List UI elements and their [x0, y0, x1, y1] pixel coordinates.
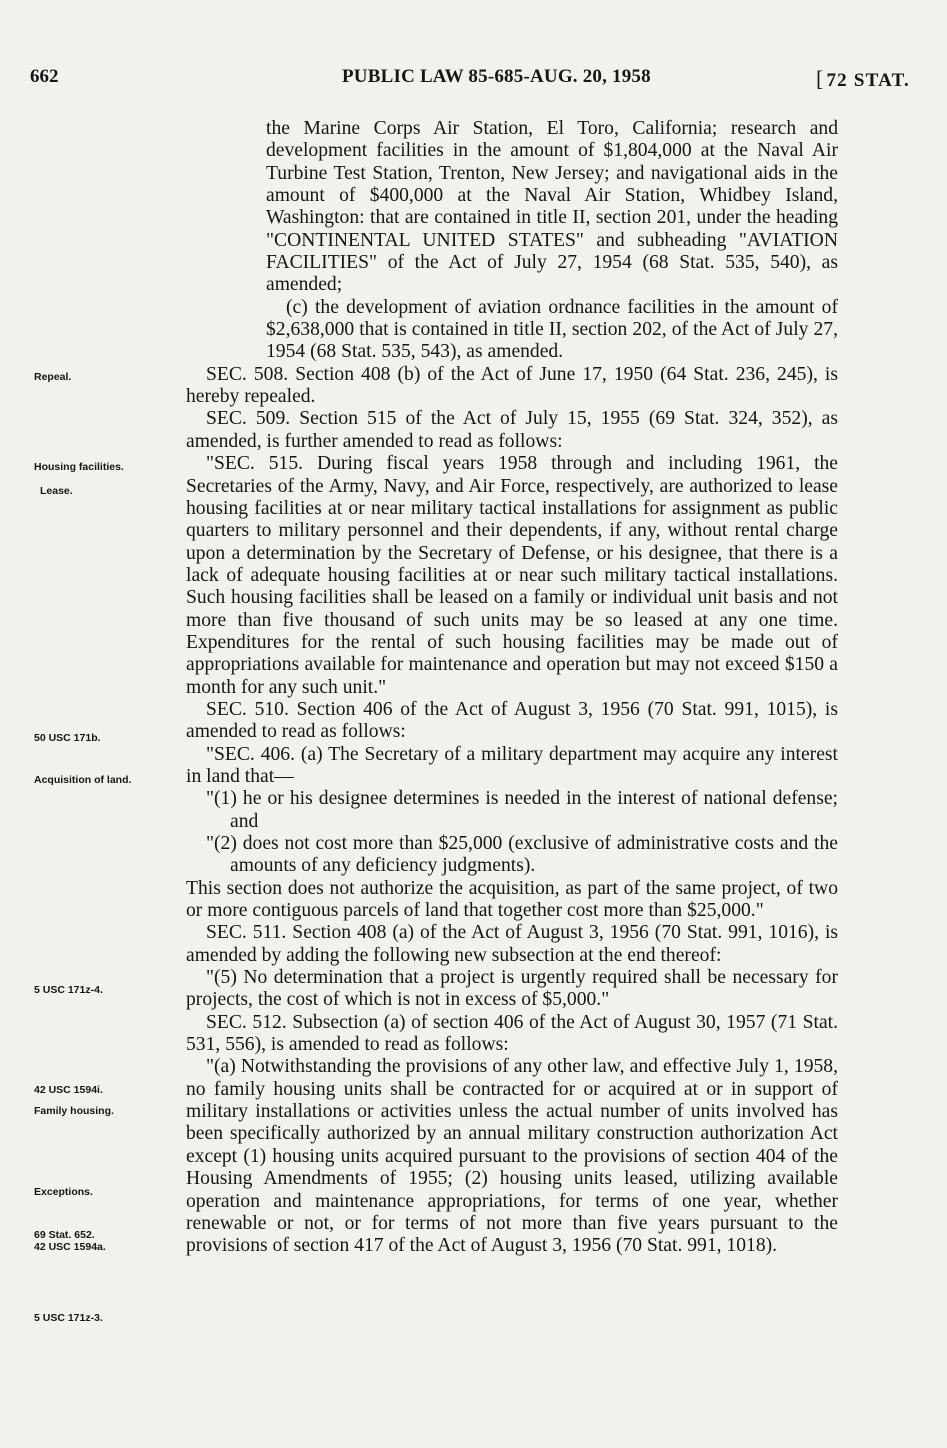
margin-note-42usc1594i: 42 USC 1594i.: [34, 1084, 103, 1096]
volume-citation: [816, 66, 910, 92]
section-label: SEC. 512.: [206, 1011, 287, 1033]
section-text: (a) The Secretary of a military department may acquire any interest in land that—: [186, 743, 838, 787]
section-508: [186, 364, 838, 409]
section-510: [186, 699, 838, 744]
margin-note-lease: Lease.: [40, 485, 73, 497]
section-text: During fiscal years 1958 through and including 1961, the Secretaries of the Army, Navy, and Air Force, respectively, are authorized to lease housing facilities at or near military tactical installations for assignment as public quarters to military personnel and their dependents, if any, without rental charge upon a determination by the Secretary of Defense, or his designee, that there is a lack of adequate housing facilities at or near such military tactical installations. Such housing facilities shall be leased on a family or individual unit basis and not more than five thousand of such units may be so leased at any one time. Expenditures for the rental of such housing facilities may be made out of appropriations available for maintenance and operation but may not exceed $150 a month for any such unit.": [186, 453, 839, 698]
section-text: Section 515 of the Act of July 15, 1955 (69 Stat. 324, 352), as amended, is further amended to read as follows:: [186, 408, 838, 452]
section-label: SEC. 511.: [206, 922, 287, 944]
item-5: "(5) No determination that a project is urgently required shall be necessary for projects, the cost of which is not in excess of $5,000.": [186, 967, 838, 1011]
section-text: Subsection (a) of section 406 of the Act of August 30, 1957 (71 Stat. 531, 556), is amended to read as follows:: [186, 1011, 838, 1056]
margin-note-42usc1594a: 42 USC 1594a.: [34, 1241, 106, 1253]
margin-note-housing: Housing facilities.: [34, 461, 124, 473]
bracket-glyph: [: [815, 66, 825, 91]
section-text: Section 408 (b) of the Act of June 17, 1950 (64 Stat. 236, 245), is hereby repealed.: [186, 363, 838, 408]
margin-note-69stat652: 69 Stat. 652.: [34, 1229, 95, 1241]
section-text: Section 406 of the Act of August 3, 1956 (70 Stat. 991, 1015), is amended to read as follows:: [186, 698, 838, 743]
page-number: 662: [30, 66, 59, 87]
section-label: SEC. 508.: [206, 363, 289, 385]
running-title: PUBLIC LAW 85-685-AUG. 20, 1958: [342, 66, 651, 87]
item-2: "(2) does not cost more than $25,000 (exclusive of administrative costs and the amounts of any deficiency judgments).: [206, 833, 838, 877]
section-515: [186, 453, 838, 699]
page-header: [30, 66, 910, 96]
margin-note-50usc171b: 50 USC 171b.: [34, 732, 101, 744]
paragraph-this-section: This section does not authorize the acquisition, as part of the same project, of two or more contiguous parcels of land that together cost more than $25,000.": [186, 877, 838, 922]
section-511: [186, 922, 838, 967]
section-label: "SEC. 406.: [206, 743, 295, 765]
section-509: [186, 408, 838, 453]
section-406: [186, 744, 838, 789]
paragraph-marine-corps: the Marine Corps Air Station, El Toro, California; research and development facilities in the amount of $1,804,000 at the Naval Air Turbine Test Station, Trenton, New Jersey; and navigational aids in the amount of $400,000 at the Naval Air Station, Whidbey Island, Washington: that are contained in title II, section 201, under the heading "CONTINENTAL UNITED STATES" and subheading "AVIATION FACILITIES" of the Act of July 27, 1954 (68 Stat. 535, 540), as amended;: [266, 118, 838, 296]
section-label: SEC. 510.: [206, 698, 289, 720]
margin-note-repeal: Repeal.: [34, 371, 72, 383]
section-label: "SEC. 515.: [206, 453, 304, 475]
margin-note-family-housing: Family housing.: [34, 1105, 114, 1117]
volume-text: 72 STAT.: [826, 70, 910, 91]
body-text: [186, 118, 838, 1258]
section-label: SEC. 509.: [206, 408, 291, 430]
item-a: "(a) Notwithstanding the provisions of any other law, and effective July 1, 1958, no family housing units shall be contracted for or acquired at or in support of military installations or activities unless the actual number of units involved has been specifically authorized by an annual military construction authorization Act except (1) housing units acquired pursuant to the provisions of section 404 of the Housing Amendments of 1955; (2) housing units leased, utilizing available operation and maintenance appropriations, for terms of one year, whether renewable or not, or for terms of not more than five years pursuant to the provisions of section 417 of the Act of August 3, 1956 (70 Stat. 991, 1018).: [186, 1056, 838, 1257]
margin-note-acquisition: Acquisition of land.: [34, 774, 132, 786]
paragraph-c-ordnance: (c) the development of aviation ordnance facilities in the amount of $2,638,000 that is contained in title II, section 202, of the Act of July 27, 1954 (68 Stat. 535, 543), as amended.: [266, 296, 838, 363]
margin-note-5usc171z3: 5 USC 171z-3.: [34, 1312, 103, 1324]
margin-note-exceptions: Exceptions.: [34, 1186, 93, 1198]
section-512: [186, 1012, 838, 1057]
margin-note-5usc171z4: 5 USC 171z-4.: [34, 984, 103, 996]
section-text: Section 408 (a) of the Act of August 3, 1956 (70 Stat. 991, 1016), is amended by adding the following new subsection at the end thereof:: [186, 922, 839, 966]
item-1: "(1) he or his designee determines is needed in the interest of national defense; and: [206, 788, 838, 832]
